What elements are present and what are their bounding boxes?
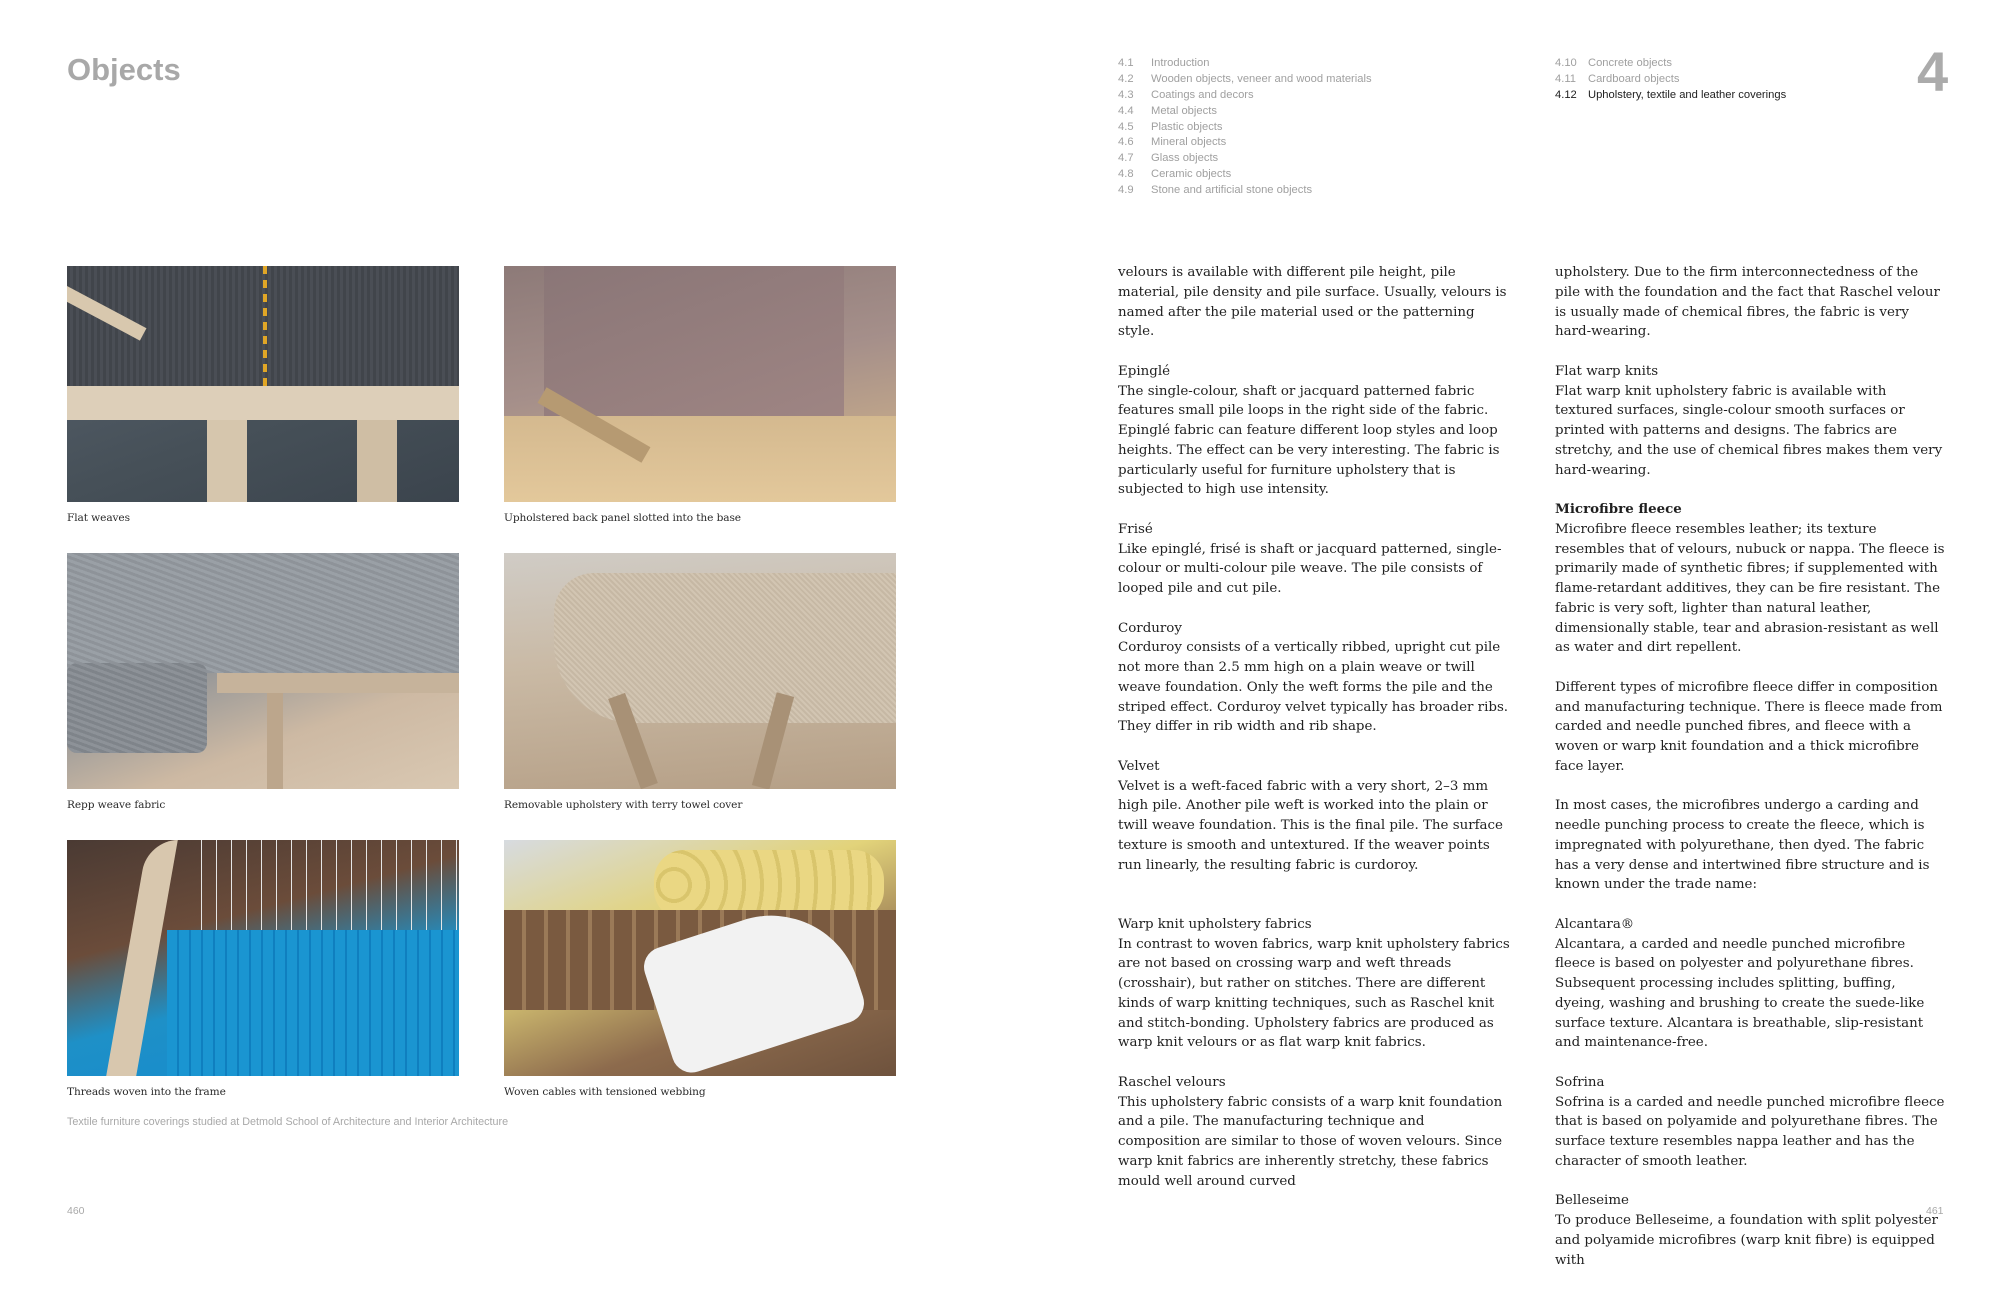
figure-threads-woven: [67, 840, 459, 1098]
figure-upholstered-back-panel: [504, 266, 896, 524]
photo-woven-cables: [504, 840, 896, 1076]
paragraph-body: To produce Belleseime, a foundation with split polyester and polyamide microfibres (warp knit fibre) is equipped with: [1555, 1213, 1938, 1268]
page-number-right: 461: [1926, 1205, 1944, 1217]
toc-number: 4.4: [1118, 104, 1134, 117]
paragraph: [1555, 362, 1947, 481]
subheading: Epinglé: [1118, 363, 1171, 379]
toc-number: 4.1: [1118, 57, 1134, 69]
toc-item[interactable]: [1118, 104, 1372, 120]
toc-item[interactable]: [1555, 56, 1786, 72]
paragraph-body: Velvet is a weft-faced fabric with a very short, 2–3 mm high pile. Another pile weft is worked into the plain or twill weave foundation. This is the final pile. The surface texture is smooth and untextured. If the weaver points run linearly, the resulting fabric is curdoroy.: [1118, 778, 1503, 873]
toc-label: Introduction: [1151, 57, 1210, 69]
subheading: Frisé: [1118, 521, 1153, 537]
toc-label: Concrete objects: [1588, 57, 1672, 69]
paragraph: [1118, 619, 1510, 738]
figure-caption: Flat weaves: [67, 512, 130, 524]
paragraph: [1555, 915, 1947, 1053]
table-of-contents-left: [1118, 56, 1372, 199]
toc-label: Plastic objects: [1151, 120, 1223, 133]
toc-number: 4.12: [1555, 88, 1577, 101]
figure-caption: Upholstered back panel slotted into the base: [504, 512, 741, 524]
paragraph-body: Microfibre fleece resembles leather; its texture resembles that of velours, nubuck or nappa. The fleece is primarily made of synthetic fibres; if supplemented with flame-retardant additives, they can be fire resistant. The fabric is very soft, lighter than natural leather, dimensionally stable, tear and abrasion-resistant as well as water and dirt repellent.: [1555, 521, 1945, 656]
toc-label: Upholstery, textile and leather coverings: [1588, 88, 1787, 101]
paragraph-body: This upholstery fabric consists of a warp knit foundation and a pile. The manufacturing technique and composition are similar to those of woven velours. Since warp knit fabrics are inherently stretchy, these fabrics mould well around curved: [1118, 1094, 1503, 1189]
figure-caption: Removable upholstery with terry towel cover: [504, 799, 743, 811]
paragraph: [1555, 500, 1947, 658]
paragraph-body: Like epinglé, frisé is shaft or jacquard patterned, single-colour or multi-colour pile weave. The pile consists of looped pile and cut pile.: [1118, 541, 1502, 596]
photo-upholstered-back-panel: [504, 266, 896, 502]
toc-number: 4.9: [1118, 184, 1134, 197]
text-column-right: [1555, 263, 1947, 1290]
paragraph-body: Flat warp knit upholstery fabric is available with textured surfaces, single-colour smooth surfaces or printed with patterns and designs. The fabrics are stretchy, and the use of chemical fibres makes them very hard-wearing.: [1555, 383, 1943, 478]
paragraph: [1118, 362, 1510, 500]
paragraph: [1555, 1191, 1947, 1270]
paragraph: [1118, 520, 1510, 599]
paragraph-body: The single-colour, shaft or jacquard patterned fabric features small pile loops in the right side of the fabric. Epinglé fabric can feature different loop styles and loop heights. The effect can be very interesting. The fabric is particularly useful for furniture upholstery that is subjected to high use intensity.: [1118, 383, 1500, 498]
figure-note: Textile furniture coverings studied at Detmold School of Architecture and Interior Architecture: [67, 1116, 509, 1128]
toc-label: Ceramic objects: [1151, 168, 1232, 181]
figure-caption: Threads woven into the frame: [67, 1086, 226, 1098]
section-title: Objects: [67, 52, 181, 87]
subheading: Velvet: [1118, 758, 1160, 774]
subheading: Flat warp knits: [1555, 363, 1659, 379]
text-column-left: [1118, 263, 1510, 1211]
toc-item[interactable]: [1555, 72, 1786, 88]
subheading: Raschel velours: [1118, 1074, 1226, 1090]
paragraph-body: Corduroy consists of a vertically ribbed, upright cut pile not more than 2.5 mm high on a plain weave or twill weave foundation. Only the weft forms the pile and the striped effect. Corduroy velvet typically has broader ribs. They differ in rib width and rib shape.: [1118, 640, 1509, 735]
toc-label: Glass objects: [1151, 152, 1219, 165]
subheading-bold: Microfibre fleece: [1555, 501, 1682, 517]
paragraph-body: In contrast to woven fabrics, warp knit upholstery fabrics are not based on crossing warp and weft threads (crosshair), but rather on stitches. There are different kinds of warp knitting techniques, such as Raschel knit and stitch-bonding. Upholstery fabrics are produced as warp knit velours or as flat warp knit fabrics.: [1118, 936, 1510, 1051]
figure-woven-cables: [504, 840, 896, 1098]
toc-label: Metal objects: [1151, 104, 1217, 117]
paragraph-body: Sofrina is a carded and needle punched microfibre fleece that is based on polyamide and polyurethane fibres. The surface texture resembles nappa leather and has the character of smooth leather.: [1555, 1094, 1945, 1169]
paragraph: [1118, 757, 1510, 876]
toc-item[interactable]: [1118, 72, 1372, 88]
photo-removable-upholstery: [504, 553, 896, 789]
photo-repp-weave: [67, 553, 459, 789]
subheading: Alcantara®: [1555, 916, 1635, 932]
toc-item[interactable]: [1118, 120, 1372, 136]
page-number-left: 460: [67, 1205, 85, 1217]
toc-number: 4.2: [1118, 72, 1134, 85]
subheading: Corduroy: [1118, 620, 1182, 636]
toc-item[interactable]: [1118, 88, 1372, 104]
paragraph: [1118, 915, 1510, 1053]
paragraph: In most cases, the microfibres undergo a carding and needle punching process to create the fleece, which is impregnated with polyurethane, then dyed. The fabric has a very dense and intertwined fibre structure and is known under the trade name:: [1555, 798, 1930, 893]
subheading: Belleseime: [1555, 1193, 1629, 1209]
toc-number: 4.10: [1555, 57, 1577, 69]
chapter-number: 4: [1917, 40, 1949, 103]
toc-item[interactable]: [1118, 56, 1372, 72]
toc-item[interactable]: [1118, 183, 1372, 199]
toc-number: 4.5: [1118, 120, 1134, 133]
paragraph: upholstery. Due to the firm interconnectedness of the pile with the foundation and the fact that Raschel velour is usually made of chemical fibres, the fabric is very hard-wearing.: [1555, 265, 1940, 340]
figure-flat-weaves: [67, 266, 459, 524]
paragraph: Different types of microfibre fleece differ in composition and manufacturing technique. There is fleece made from carded and needle punched fibres, and fleece with a woven or warp knit foundation and a thick microfibre face layer.: [1555, 679, 1943, 774]
subheading: Sofrina: [1555, 1074, 1605, 1090]
toc-number: 4.7: [1118, 152, 1134, 165]
toc-item-current[interactable]: [1555, 88, 1786, 104]
paragraph: velours is available with different pile height, pile material, pile density and pile surface. Usually, velours is named after the pile material used or the patterning style.: [1118, 265, 1507, 340]
figure-removable-upholstery: [504, 553, 896, 811]
toc-item[interactable]: [1118, 151, 1372, 167]
subheading: Warp knit upholstery fabrics: [1118, 916, 1312, 932]
toc-number: 4.11: [1555, 72, 1576, 85]
toc-label: Wooden objects, veneer and wood materials: [1151, 72, 1372, 85]
photo-flat-weaves: [67, 266, 459, 502]
toc-number: 4.3: [1118, 88, 1134, 101]
paragraph: [1555, 1073, 1947, 1172]
toc-label: Mineral objects: [1151, 136, 1227, 149]
toc-label: Coatings and decors: [1151, 88, 1254, 101]
figure-caption: Repp weave fabric: [67, 799, 166, 811]
figure-caption: Woven cables with tensioned webbing: [504, 1086, 706, 1098]
figure-repp-weave: [67, 553, 459, 811]
toc-number: 4.8: [1118, 168, 1134, 181]
spacer: [1118, 895, 1510, 915]
toc-label: Cardboard objects: [1588, 72, 1680, 85]
paragraph: [1118, 1073, 1510, 1192]
toc-item[interactable]: [1118, 135, 1372, 151]
photo-threads-woven: [67, 840, 459, 1076]
toc-number: 4.6: [1118, 136, 1134, 149]
paragraph-body: Alcantara, a carded and needle punched microfibre fleece is based on polyester and polyurethane fibres. Subsequent processing includes splitting, buffing, dyeing, washing and brushing to create the suede-like surface texture. Alcantara is breathable, slip-resistant and maintenance-free.: [1555, 936, 1925, 1051]
toc-item[interactable]: [1118, 167, 1372, 183]
toc-label: Stone and artificial stone objects: [1151, 184, 1313, 197]
table-of-contents-right: [1555, 56, 1786, 104]
